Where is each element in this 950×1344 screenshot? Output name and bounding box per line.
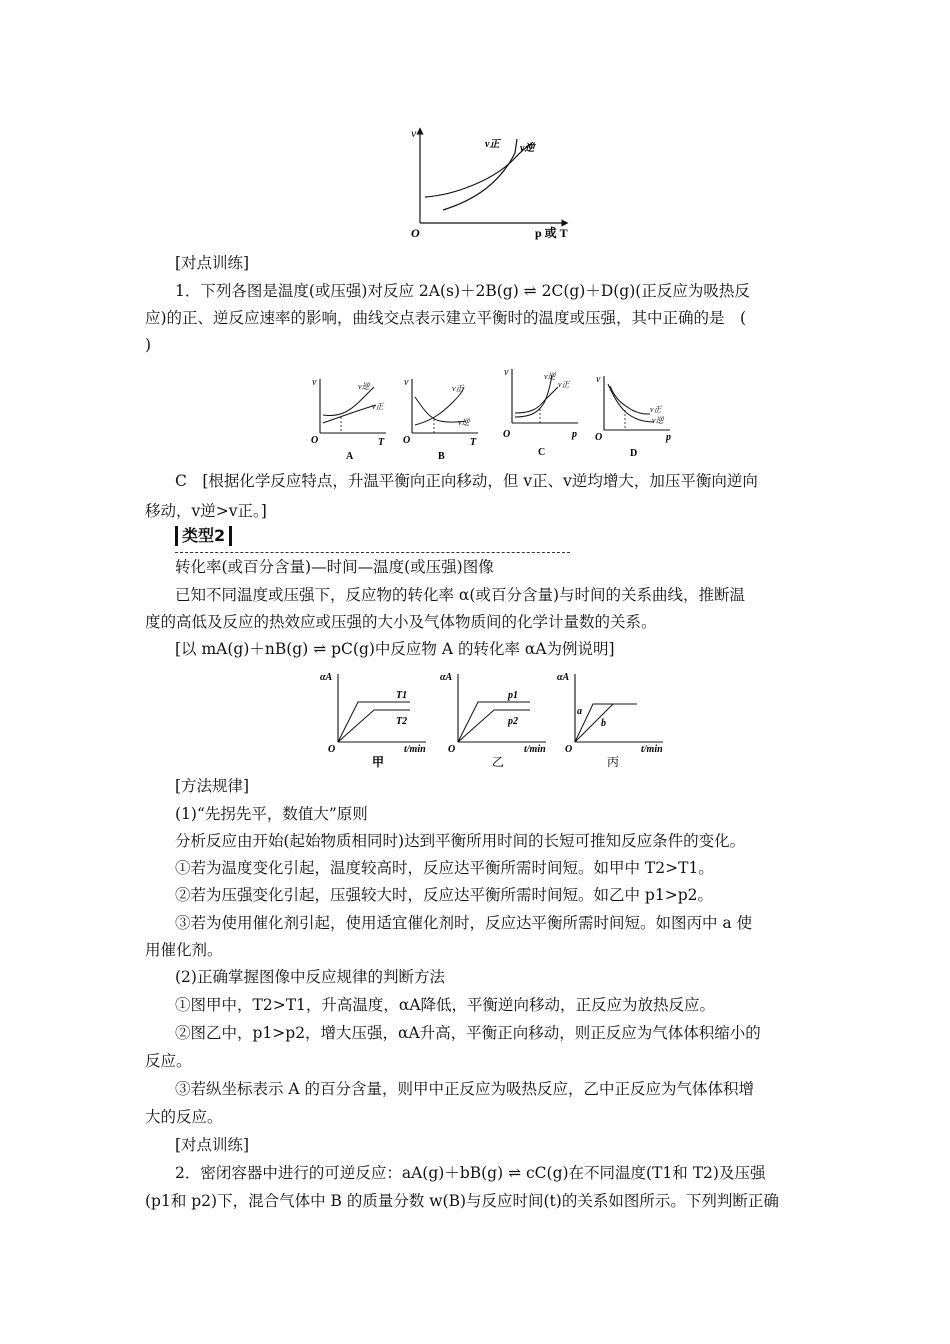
- method-r1-a: ①若为温度变化引起，温度较高时，反应达平衡所需时间短。如甲中 T2>T1。: [175, 859, 714, 877]
- a-c2: v正: [372, 402, 384, 411]
- method-r2-c2: 大的反应。: [145, 1108, 223, 1126]
- jia-caption: 甲: [372, 755, 385, 769]
- yi-y-label: αA: [440, 672, 453, 683]
- q1-line3: ): [145, 336, 152, 354]
- d-x-label: p: [666, 432, 671, 443]
- c-origin: O: [503, 429, 511, 440]
- y-axis-label: v: [411, 126, 417, 140]
- d-c1: v正: [650, 405, 662, 414]
- d-c2: v逆: [652, 416, 664, 425]
- jia-lower-label: T2: [396, 716, 408, 727]
- b-c2: v逆: [458, 418, 470, 427]
- yi-origin: O: [448, 744, 456, 755]
- yi-caption: 乙: [492, 755, 505, 769]
- d-y-label: v: [596, 374, 601, 385]
- jia-x-label: t/min: [404, 744, 426, 755]
- method-r1-title: (1)“先拐先平，数值大”原则: [175, 805, 368, 823]
- v-ni-curve: [425, 142, 533, 197]
- method-r1-text: 分析反应由开始(起始物质相同时)达到平衡所用时间的长短可推知反应条件的变化。: [175, 832, 746, 850]
- c-y-label: v: [504, 367, 509, 378]
- a-x-label: T: [378, 437, 385, 448]
- q2-line2: (p1和 p2)下，混合气体中 B 的质量分数 w(B)与反应时间(t)的关系如图所示。下列判断正确: [145, 1192, 779, 1210]
- jia-upper-label: T1: [396, 690, 408, 701]
- top-rate-figure: [395, 125, 595, 250]
- b-x-label: T: [470, 437, 477, 448]
- yi-upper-label: p1: [508, 690, 518, 701]
- q1-answer-line2: 移动，v逆>v正。]: [145, 502, 267, 520]
- c-x-label: p: [572, 429, 577, 440]
- option-c-figure: [500, 365, 590, 460]
- method-r2-c1: ③若纵坐标表示 A 的百分含量，则甲中正反应为吸热反应，乙中正反应为气体体积增: [175, 1080, 755, 1098]
- q1-answer-line1: C [根据化学反应特点，升温平衡向正向移动，但 v正、v逆均增大，加压平衡向逆向: [175, 472, 758, 490]
- method-r1-b: ②若为压强变化引起，压强较大时，反应达平衡所需时间短。如乙中 p1>p2。: [175, 886, 713, 904]
- q1-line1: 1．下列各图是温度(或压强)对反应 2A(s)＋2B(g) ⇌ 2C(g)＋D(g)(正反应为吸热反: [175, 282, 750, 300]
- type2-title: 转化率(或百分含量)—时间—温度(或压强)图像: [175, 558, 494, 576]
- origin-label: O: [411, 226, 420, 240]
- option-d-figure: [592, 372, 682, 462]
- bing-b-label: b: [601, 718, 606, 729]
- bing-caption: 丙: [607, 755, 620, 769]
- c-c2: v正: [558, 380, 570, 389]
- practice2-label: [对点训练]: [175, 1136, 250, 1154]
- bing-x-label: t/min: [641, 744, 663, 755]
- method-r2-title: (2)正确掌握图像中反应规律的判断方法: [175, 968, 445, 986]
- graph-bing: [555, 668, 675, 770]
- c-caption: C: [538, 447, 546, 458]
- curve2-label: v逆: [520, 143, 535, 154]
- bing-origin: O: [565, 744, 573, 755]
- b-origin: O: [403, 435, 411, 446]
- c-c1: v逆: [544, 372, 556, 381]
- method-label: [方法规律]: [175, 777, 250, 795]
- bing-y-label: αA: [557, 672, 570, 683]
- jia-y-label: αA: [320, 672, 333, 683]
- method-r1-c2: 用催化剂。: [145, 941, 223, 959]
- a-y-label: v: [312, 377, 317, 388]
- method-r2-b1: ②图乙中，p1>p2，增大压强，αA升高，平衡正向移动，则正反应为气体体积缩小的: [175, 1024, 761, 1042]
- type2-heading: [175, 526, 570, 553]
- a-caption: A: [346, 451, 354, 462]
- option-a-figure: [308, 375, 398, 465]
- practice1-label: [对点训练]: [175, 254, 250, 272]
- b-caption: B: [438, 451, 445, 462]
- option-b-figure: [400, 375, 490, 465]
- type2-heading-text: 类型2: [175, 526, 232, 546]
- yi-lower-label: p2: [508, 716, 518, 727]
- bing-a-label: a: [577, 706, 582, 717]
- type2-example: [以 mA(g)＋nB(g) ⇌ pC(g)中反应物 A 的转化率 αA为例说明]: [175, 640, 615, 658]
- d-origin: O: [595, 432, 603, 443]
- a-c1: v逆: [358, 382, 370, 391]
- graph-jia: [318, 668, 438, 770]
- type2-intro2: 度的高低及反应的热效应或压强的大小及气体物质间的化学计量数的关系。: [145, 613, 657, 631]
- method-r2-a: ①图甲中，T2>T1，升高温度，αA降低，平衡逆向移动，正反应为放热反应。: [175, 996, 716, 1014]
- x-axis-label: p 或 T: [535, 226, 568, 240]
- method-r1-c1: ③若为使用催化剂引起，使用适宜催化剂时，反应达平衡所需时间短。如图丙中 a 使: [175, 914, 753, 932]
- yi-x-label: t/min: [524, 744, 546, 755]
- q2-line1: 2．密闭容器中进行的可逆反应：aA(g)＋bB(g) ⇌ cC(g)在不同温度(T1和 T2)及压强: [175, 1164, 766, 1182]
- graph-yi: [438, 668, 558, 770]
- curve1-label: v正: [485, 139, 500, 150]
- b-c1: v正: [452, 384, 464, 393]
- v-zheng-curve: [443, 139, 517, 210]
- jia-origin: O: [328, 744, 336, 755]
- type2-intro1: 已知不同温度或压强下，反应物的转化率 α(或百分含量)与时间的关系曲线，推断温: [175, 586, 745, 604]
- d-caption: D: [630, 448, 638, 459]
- b-y-label: v: [404, 377, 409, 388]
- q1-line2: 应)的正、逆反应速率的影响，曲线交点表示建立平衡时的温度或压强，其中正确的是 (: [145, 309, 747, 327]
- method-r2-b2: 反应。: [145, 1052, 192, 1070]
- a-origin: O: [311, 435, 319, 446]
